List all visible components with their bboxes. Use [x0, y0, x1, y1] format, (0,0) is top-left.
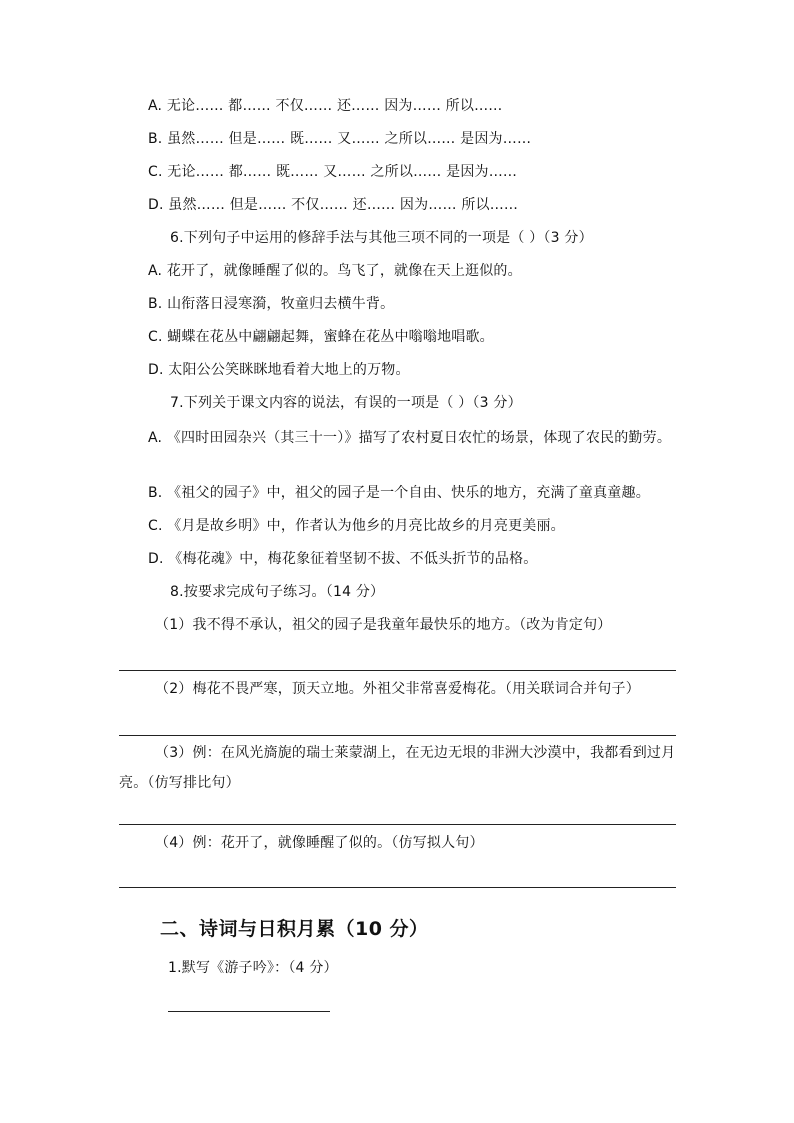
- q8-sentence-4: （4）例：花开了，就像睡醒了似的。（仿写拟人句）: [155, 835, 484, 851]
- answer-line-3[interactable]: [119, 824, 676, 825]
- q6-option-b: B. 山衔落日浸寒漪，牧童归去横牛背。: [148, 296, 395, 312]
- q6-option-d: D. 太阳公公笑眯眯地看着大地上的万物。: [148, 362, 410, 378]
- q5-option-c: C. 无论…… 都…… 既…… 又…… 之所以…… 是因为……: [148, 164, 518, 180]
- q6-stem: 6.下列句子中运用的修辞手法与其他三项不同的一项是（ ）（3 分）: [170, 230, 593, 246]
- q7-option-a: A. 《四时田园杂兴（其三十一）》描写了农村夏日农忙的场景，体现了农民的勤劳。: [148, 430, 672, 446]
- q7-option-d: D. 《梅花魂》中，梅花象征着坚韧不拔、不低头折节的品格。: [148, 551, 538, 567]
- q5-option-d: D. 虽然…… 但是…… 不仅…… 还…… 因为…… 所以……: [148, 197, 519, 213]
- q6-option-a: A. 花开了，就像睡醒了似的。鸟飞了，就像在天上逛似的。: [148, 263, 522, 279]
- q7-option-c: C. 《月是故乡明》中，作者认为他乡的月亮比故乡的月亮更美丽。: [148, 518, 565, 534]
- answer-line-2[interactable]: [119, 735, 676, 736]
- section-2-q1: 1.默写《游子吟》：（4 分）: [168, 960, 338, 976]
- q5-option-b: B. 虽然…… 但是…… 既…… 又…… 之所以…… 是因为……: [148, 131, 532, 147]
- q8-stem: 8.按要求完成句子练习。（14 分）: [170, 584, 385, 600]
- q5-option-a: A. 无论…… 都…… 不仅…… 还…… 因为…… 所以……: [148, 98, 503, 114]
- q8-sentence-2: （2）梅花不畏严寒，顶天立地。外祖父非常喜爱梅花。（用关联词合并句子）: [155, 681, 640, 697]
- q7-option-b: B. 《祖父的园子》中，祖父的园子是一个自由、快乐的地方，充满了童真童趣。: [148, 485, 650, 501]
- q6-option-c: C. 蝴蝶在花丛中翩翩起舞，蜜蜂在花丛中嗡嗡地唱歌。: [148, 329, 494, 345]
- answer-line-4[interactable]: [119, 887, 676, 888]
- section-2-heading: 二、诗词与日积月累（10 分）: [160, 918, 429, 940]
- answer-line-1[interactable]: [119, 670, 676, 671]
- q8-sentence-1: （1）我不得不承认，祖父的园子是我童年最快乐的地方。（改为肯定句）: [155, 617, 612, 633]
- answer-line-poem[interactable]: [168, 1011, 330, 1012]
- q8-sentence-3: （3）例：在风光旖旎的瑞士莱蒙湖上，在无边无垠的非洲大沙漠中，我都看到过月亮。（仿写排比句）: [119, 745, 676, 791]
- q7-stem: 7.下列关于课文内容的说法，有误的一项是（ ）（3 分）: [170, 395, 522, 411]
